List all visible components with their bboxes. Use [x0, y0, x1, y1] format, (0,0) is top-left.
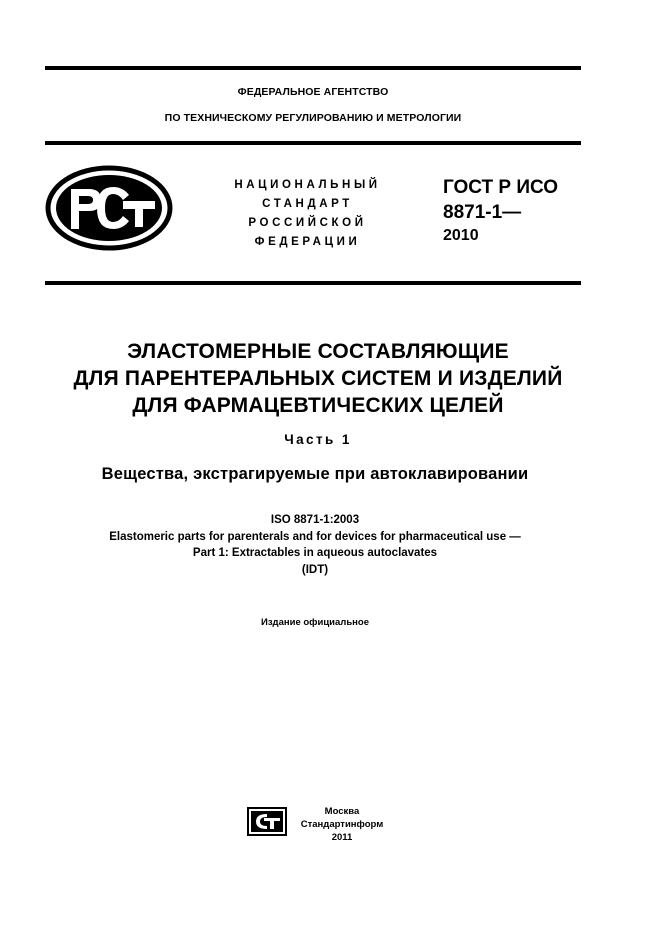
designation-line1: ГОСТ Р ИСО: [443, 177, 559, 198]
title-line3: ДЛЯ ФАРМАЦЕВТИЧЕСКИХ ЦЕЛЕЙ: [132, 394, 504, 417]
title-line1: ЭЛАСТОМЕРНЫЕ СОСТАВЛЯЮЩИЕ: [127, 340, 509, 363]
edition-label: Издание официальное: [261, 617, 369, 628]
rst-mark-icon: [45, 165, 173, 251]
national-standard-line3: РОССИЙСКОЙ: [248, 217, 367, 229]
publisher-year: 2011: [331, 832, 353, 843]
iso-number: ISO 8871-1:2003: [270, 514, 360, 526]
document-subtitle: Вещества, экстрагируемые при автоклавировании: [101, 465, 529, 483]
iso-idt: (IDT): [301, 563, 329, 576]
top-rule: [45, 66, 581, 70]
agency-name-line2: ПО ТЕХНИЧЕСКОМУ РЕГУЛИРОВАНИЮ И МЕТРОЛОГИИ: [164, 112, 462, 124]
publisher-name: Стандартинформ: [300, 819, 384, 830]
standartinform-logo-icon: [247, 807, 287, 836]
iso-title-line1: Elastomeric parts for parenterals and for devices for pharmaceutical use —: [109, 530, 521, 543]
header-rule: [45, 141, 581, 145]
iso-reference: [0, 512, 630, 578]
national-standard-line4: ФЕДЕРАЦИИ: [254, 236, 361, 248]
document-title: [0, 338, 636, 419]
standard-designation: [443, 176, 558, 246]
designation-line2: 8871-1—: [443, 202, 522, 223]
designation-line3: 2010: [443, 227, 479, 244]
national-standard-line2: СТАНДАРТ: [262, 198, 353, 210]
iso-title-line2: Part 1: Extractables in aqueous autoclavates: [192, 547, 438, 559]
publisher-info: [294, 805, 390, 844]
national-standard-line1: НАЦИОНАЛЬНЫЙ: [234, 179, 381, 191]
publisher-city: Москва: [324, 806, 360, 817]
lower-rule: [45, 281, 581, 285]
title-line2: ДЛЯ ПАРЕНТЕРАЛЬНЫХ СИСТЕМ И ИЗДЕЛИЙ: [73, 367, 563, 390]
national-standard-label: [210, 176, 405, 252]
part-label: Часть 1: [284, 432, 352, 447]
agency-name-line1: ФЕДЕРАЛЬНОЕ АГЕНТСТВО: [237, 86, 389, 98]
